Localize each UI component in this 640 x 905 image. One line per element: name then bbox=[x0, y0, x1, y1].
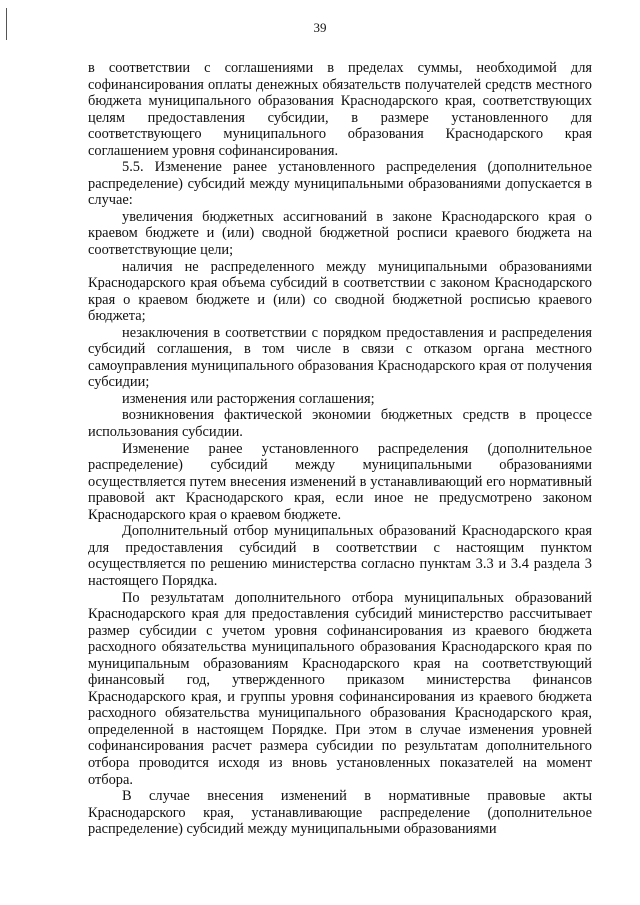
paragraph-additional-selection: Дополнительный отбор муниципальных образований Краснодарского края для предоставления субсидий в соответствии с настоящим пунктом осуществляется по решению министерства согласно пунктам 3.3 и 3.4 раздела 3 настоящего Порядка. bbox=[88, 523, 592, 589]
paragraph-case-budget-increase: увеличения бюджетных ассигнований в законе Краснодарского края о краевом бюджете и (или) сводной бюджетной росписи краевого бюджета на соответствующие цели; bbox=[88, 208, 592, 259]
paragraph-normative-acts-change: В случае внесения изменений в нормативные правовые акты Краснодарского края, устанавливающие распределение (дополнительное распределение) субсидий между муниципальными образованиями bbox=[88, 788, 592, 838]
paragraph-case-actual-savings: возникновения фактической экономии бюджетных средств в процессе использования субсидии. bbox=[88, 407, 592, 441]
paragraph-continuation: в соответствии с соглашениями в пределах суммы, необходимой для софинансирования оплаты денежных обязательств получателей средств местного бюджета муниципального образования Краснодарского края, соответствующих целям предоставления субсидии, в размере установленного для соответствующего муниципального образования Краснодарского края соглашением уровня софинансирования. bbox=[88, 60, 592, 159]
paragraph-5-5-intro: 5.5. Изменение ранее установленного распределения (дополнительное распределение) субсидий между муниципальными образованиями допускается в случае: bbox=[88, 159, 592, 209]
page-number: 39 bbox=[313, 20, 327, 35]
paragraph-selection-results: По результатам дополнительного отбора муниципальных образований Краснодарского края для предоставления субсидий министерство рассчитывает размер субсидии с учетом уровня софинансирования из краевого бюджета расходного обязательства муниципального образования Краснодарского края по муниципальным образованиям Краснодарского края на соответствующий финансовый год, утвержденного приказом министерства финансов Краснодарского края, и группы уровня софинансирования из краевого бюджета расходного обязательства муниципального образования Краснодарского края, определенной в настоящем Порядке. При этом в случае изменения уровней софинансирования расчет размера субсидии по результатам дополнительного отбора проводится исходя из вновь установленных показателей на момент отбора. bbox=[88, 589, 592, 788]
paragraph-distribution-change-procedure: Изменение ранее установленного распределения (дополнительное распределение) субсидий между муниципальными образованиями осуществляется путем внесения изменений в устанавливающий его нормативный правовой акт Краснодарского края, если иное не предусмотрено законом Краснодарского края о краевом бюджете. bbox=[88, 440, 592, 523]
paragraph-case-agreement-changed: изменения или расторжения соглашения; bbox=[122, 390, 375, 407]
paragraph-case-agreement-not-concluded: незаключения в соответствии с порядком предоставления и распределения субсидий соглашения, в том числе в связи с отказом органа местного самоуправления муниципального образования Краснодарского края от получения субсидии; bbox=[88, 324, 592, 391]
paragraph-case-undistributed-volume: наличия не распределенного между муниципальными образованиями Краснодарского края объема субсидий в соответствии с законом Краснодарского края о краевом бюджете и (или) со сводной бюджетной росписью краевого бюджета; bbox=[88, 258, 592, 325]
document-body bbox=[88, 60, 592, 838]
